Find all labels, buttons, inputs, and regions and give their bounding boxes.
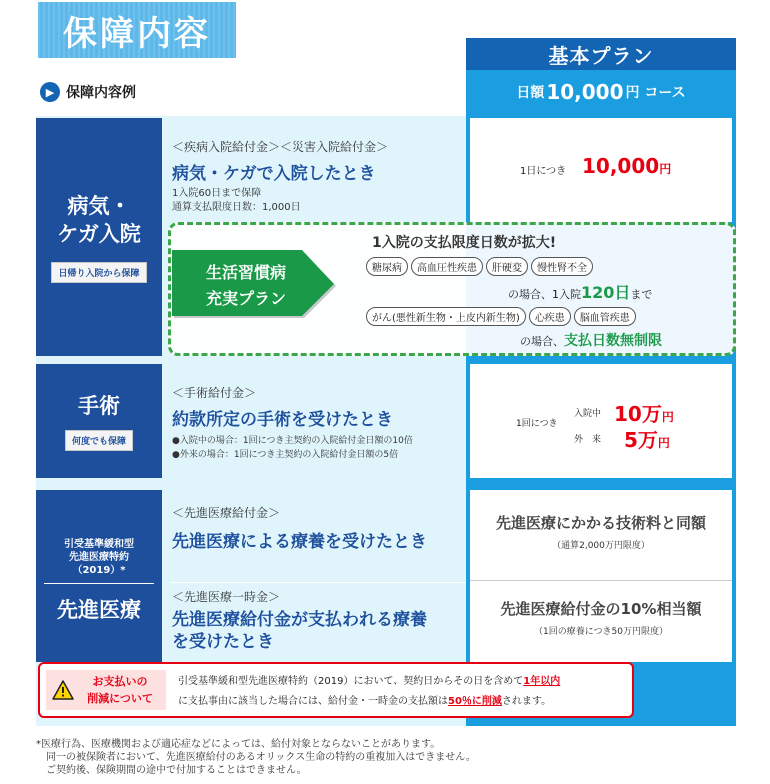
category-advanced-label: 先進医療 [57, 598, 141, 622]
notice-line2-prefix: に支払事由に該当した場合には、給付金・一時金の支払額は [178, 696, 448, 707]
hospital-description [172, 138, 462, 215]
surgery-outpatient-amount [624, 424, 670, 453]
advanced-benefit-b: 先進医療給付金の10%相当額 [500, 600, 702, 618]
disease-pill: がん(悪性新生物・上皮内新生物) [366, 307, 526, 326]
notice-line1 [178, 672, 560, 692]
example-heading [40, 82, 136, 102]
notice-text [178, 672, 560, 712]
hospital-amount-value: 10,000 [582, 154, 660, 178]
rider-line2: 先進医療特約 [69, 552, 129, 563]
hospital-subtitle: ＜疾病入院給付金＞＜災害入院給付金＞ [172, 140, 389, 154]
advanced-title-a: 先進医療による療養を受けたとき [172, 532, 427, 552]
disease-pill: 慢性腎不全 [531, 257, 593, 276]
case-a-prefix: の場合、1入院 [508, 288, 581, 301]
hospital-badge: 日帰り入院から保障 [51, 262, 146, 283]
advanced-benefit-a: 先進医療にかかる技術料と同額 [495, 514, 706, 532]
advanced-subtitle-a: ＜先進医療給付金＞ [172, 506, 281, 520]
lifestyle-headline: 1入院の支払限度日数が拡大! [372, 235, 557, 251]
category-surgery-label: 手術 [78, 393, 120, 418]
surgery-subtitle: ＜手術給付金＞ [172, 386, 257, 400]
example-label: 保障内容例 [66, 85, 136, 101]
advanced-rider-label [64, 538, 134, 577]
surgery-per-time: 1回につき [516, 419, 558, 429]
advanced-description-a [172, 504, 464, 552]
category-surgery [36, 364, 162, 478]
category-advanced [36, 490, 162, 662]
case-b-prefix: の場合、 [520, 335, 564, 348]
notice-label-panel [46, 670, 166, 710]
advanced-description-b [172, 588, 464, 653]
lifestyle-arrow-line1: 生活習慣病 [205, 263, 286, 282]
case-a-suffix: まで [630, 288, 653, 301]
hospital-note-1: 1入院60日まで保障 [172, 188, 262, 199]
advanced-benefit-cell [470, 490, 732, 662]
surgery-benefit-cell [470, 364, 732, 478]
footnote-3: ご契約後、保険期間の途中で付加することはできません。 [36, 765, 307, 776]
advanced-subtitle-b: ＜先進医療一時金＞ [172, 590, 281, 604]
lifestyle-case-b [520, 330, 662, 350]
footnotes [36, 738, 476, 777]
hospital-amount [582, 154, 671, 178]
hospital-title: 病気・ケガで入院したとき [172, 164, 376, 184]
inpatient-amount-value: 10万 [614, 402, 662, 426]
rider-line1: 引受基準緩和型 [64, 539, 134, 550]
advanced-title-b-line1: 先進医療給付金が支払われる療養 [172, 610, 427, 630]
surgery-title: 約款所定の手術を受けたとき [172, 410, 393, 430]
surgery-outpatient-label: 外 来 [574, 435, 602, 445]
plan-course-suffix: 円 コース [625, 85, 686, 101]
plan-course-amount: 10,000 [546, 80, 624, 104]
arrow-right-circle-icon: ▶ [40, 82, 60, 102]
disease-pill: 糖尿病 [366, 257, 408, 276]
notice-label [78, 673, 162, 707]
notice-line1-prefix: 引受基準緩和型先進医療特約（2019）において、契約日からその日を含めて [178, 676, 524, 687]
lifestyle-diseases-a [366, 256, 596, 276]
notice-line1-highlight: 1年以内 [523, 676, 561, 687]
surgery-inpatient-label: 入院中 [574, 409, 602, 419]
notice-line2-highlight: 50％に削減 [448, 696, 502, 707]
plan-course [466, 70, 736, 114]
disease-pill: 肝硬変 [486, 257, 528, 276]
outpatient-amount-unit: 円 [657, 436, 670, 450]
hospital-benefit-cell [470, 118, 732, 222]
category-hospital [36, 118, 162, 356]
category-hospital-line1: 病気・ [67, 193, 131, 218]
notice-label-line2: 削減について [87, 692, 153, 705]
warning-triangle-icon [52, 680, 74, 700]
notice-label-line1: お支払いの [92, 675, 148, 688]
payment-reduction-notice [38, 662, 634, 718]
surgery-badge: 何度でも保障 [65, 430, 133, 451]
case-b-value: 支払日数無制限 [564, 333, 662, 349]
advanced-benefit-b-note: （1回の療養につき50万円限度） [534, 627, 668, 637]
hospital-amount-unit: 円 [659, 162, 672, 176]
advanced-title-b-line2: を受けたとき [172, 632, 274, 652]
case-a-days: 120日 [581, 283, 631, 302]
surgery-description [172, 384, 464, 462]
hospital-note-2: 通算支払限度日数：1,000日 [172, 202, 301, 213]
disease-pill: 心疾患 [529, 307, 571, 326]
lifestyle-diseases-b [366, 306, 639, 326]
plan-course-prefix: 日額 [516, 85, 545, 101]
rider-line3: （2019）* [72, 565, 126, 576]
footnote-1: *医療行為、医療機関および適応症などによっては、給付対象とならないことがあります。 [36, 739, 441, 750]
category-hospital-line2: ケガ入院 [57, 221, 141, 246]
lifestyle-arrow-line2: 充実プラン [205, 289, 286, 308]
category-divider [44, 583, 154, 584]
lifestyle-plan-arrow [172, 250, 340, 322]
inpatient-amount-unit: 円 [661, 410, 674, 424]
benefit-divider [470, 580, 732, 581]
surgery-inpatient-amount [614, 398, 674, 427]
plan-name: 基本プラン [466, 38, 736, 70]
advanced-benefit-a-note: （通算2,000万円限度） [552, 541, 650, 551]
lifestyle-case-a [508, 280, 652, 303]
page-title: 保障内容 [38, 2, 236, 58]
lifestyle-arrow-text [186, 260, 306, 312]
disease-pill: 脳血管疾患 [574, 307, 636, 326]
surgery-note-1: ●入院中の場合：1回につき主契約の入院給付金日額の10倍 [172, 436, 413, 446]
hospital-per-day: 1日につき [520, 166, 567, 177]
disease-pill: 高血圧性疾患 [411, 257, 483, 276]
notice-line2 [178, 692, 560, 712]
advanced-row-divider [170, 582, 466, 583]
notice-line2-suffix: されます。 [501, 696, 552, 707]
footnote-2: 同一の被保険者において、先進医療給付のあるオリックス生命の特約の重複加入はできません。 [36, 752, 476, 763]
surgery-note-2: ●外来の場合：1回につき主契約の入院給付金日額の5倍 [172, 450, 399, 460]
outpatient-amount-value: 5万 [624, 428, 658, 452]
